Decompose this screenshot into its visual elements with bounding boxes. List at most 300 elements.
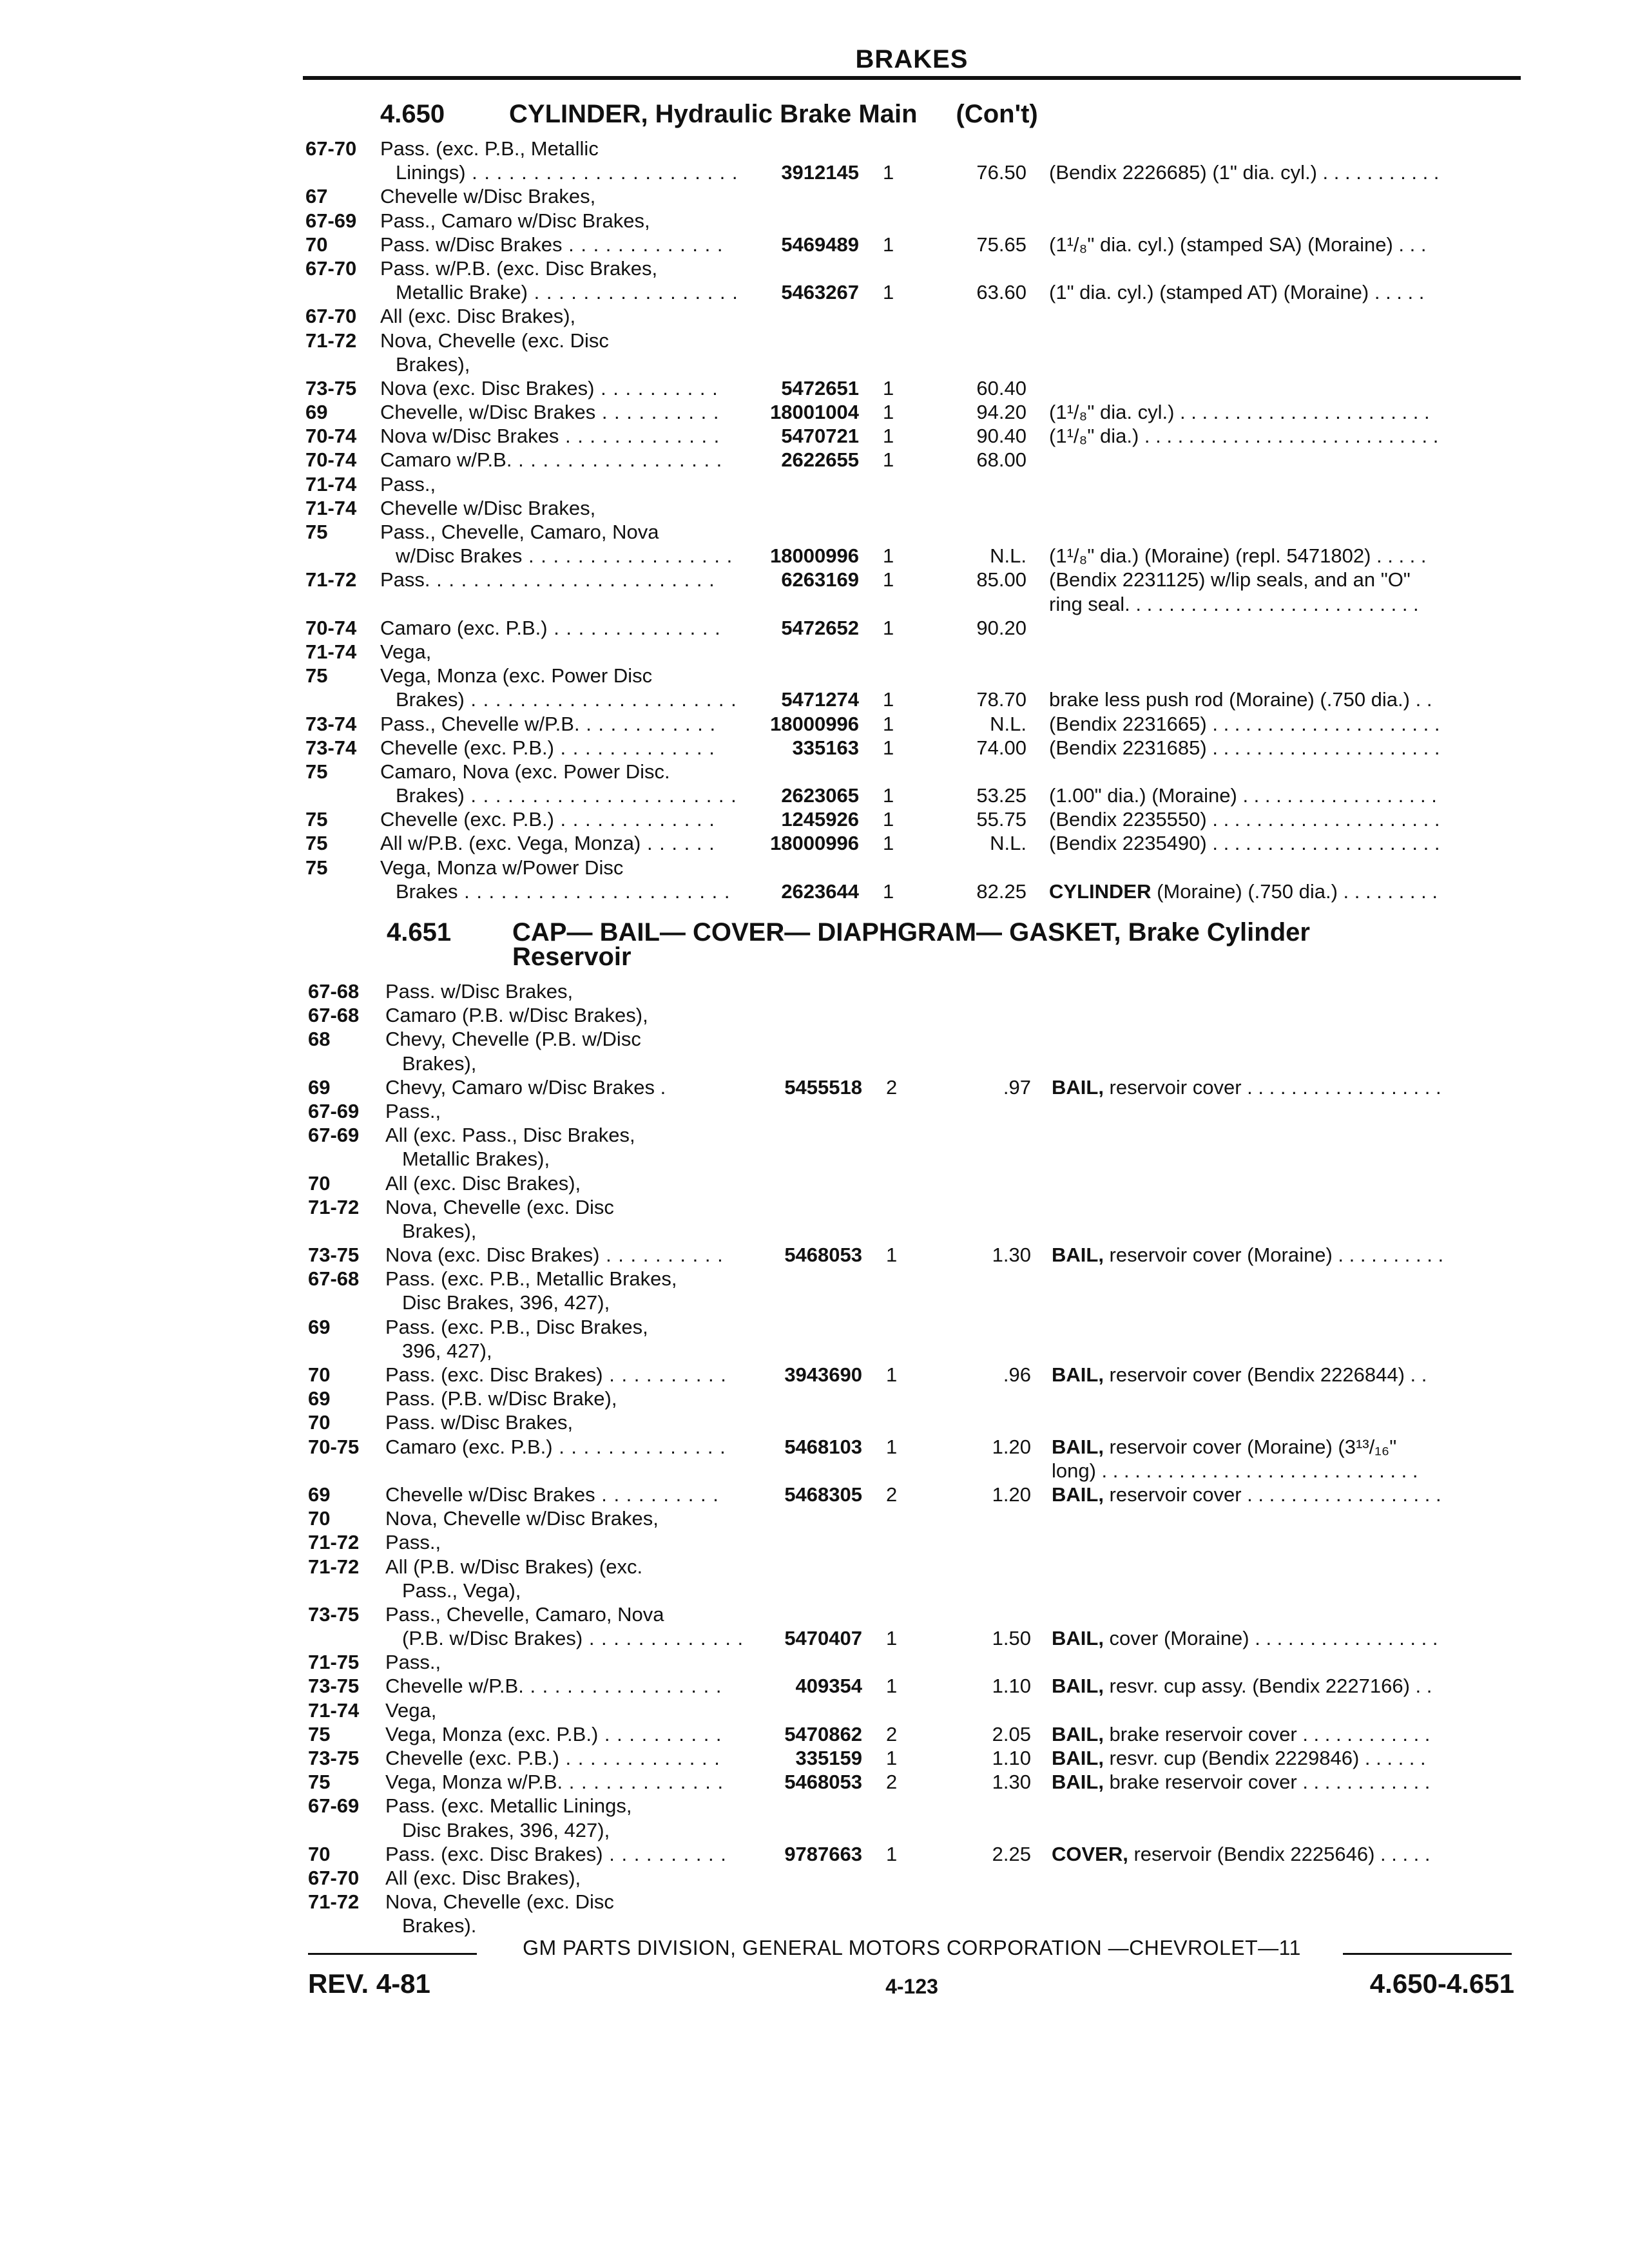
table-row: [0, 1842, 1629, 1866]
quantity: 1: [883, 879, 894, 903]
remarks-text: long) . . . . . . . . . . . . . . . . . . . . . . . . . . . . .: [1052, 1459, 1418, 1482]
table-row: [0, 184, 1629, 208]
remarks-text: reservoir cover . . . . . . . . . . . . . . . . . .: [1103, 1075, 1441, 1099]
year-range: 70: [305, 233, 328, 256]
table-row: [0, 1506, 1629, 1530]
price: N.L.: [990, 832, 1027, 855]
application-description: Pass. (exc. P.B., Metallic Brakes,: [385, 1267, 677, 1291]
table-row: [0, 1794, 1629, 1818]
remarks-text: (Bendix 2231665) . . . . . . . . . . . . . . . . . . . . .: [1049, 712, 1440, 735]
remarks-text: (Bendix 2226685) (1" dia. cyl.) . . . . . . . . . . .: [1049, 161, 1440, 184]
price: 1.10: [992, 1747, 1031, 1769]
table-row: [0, 856, 1629, 879]
table-row: [0, 1818, 1629, 1842]
table-row: [0, 448, 1629, 472]
remarks-keyword: BAIL,: [1052, 1363, 1104, 1386]
year-range: 67-70: [308, 1866, 360, 1889]
price: 75.65: [976, 233, 1027, 256]
part-number: 18000996: [770, 544, 859, 568]
remarks: [1052, 1435, 1516, 1459]
remarks-keyword: BAIL,: [1052, 1435, 1104, 1458]
application-description: Chevelle w/P.B. . . .: [385, 1674, 727, 1698]
price: 94.20: [976, 401, 1027, 424]
table-row: [0, 233, 1629, 256]
section-4651-title: [387, 920, 1310, 969]
remarks-text: (Bendix 2235490) . . . . . . . . . . . . . . . . . . . . .: [1049, 832, 1440, 855]
remarks-text: brake reservoir cover . . . . . . . . . . . .: [1103, 1722, 1431, 1745]
application-description: Pass., Chevelle, Camaro, Nova: [380, 521, 659, 543]
remarks: [1049, 160, 1513, 184]
price: 1.20: [992, 1483, 1031, 1506]
remarks-text: reservoir cover (Moraine) . . . . . . . . . .: [1103, 1244, 1444, 1267]
part-number: 3943690: [784, 1363, 862, 1386]
quantity: 1: [883, 688, 894, 711]
year-range: 67-70: [305, 256, 357, 280]
remarks-keyword: BAIL,: [1052, 1627, 1104, 1650]
remarks-keyword: CYLINDER: [1049, 879, 1152, 903]
application-description: Disc Brakes, 396, 427),: [402, 1291, 610, 1314]
year-range: 71-75: [308, 1651, 360, 1674]
table-row: [0, 544, 1629, 568]
part-number: 5472652: [781, 616, 859, 639]
table-row: [0, 1410, 1629, 1434]
application-description: Camaro (exc. P.B.) . . .: [385, 1435, 727, 1459]
year-range: 73-75: [305, 376, 357, 399]
table-row: [0, 496, 1629, 520]
table-row: [0, 1147, 1629, 1171]
application-description: Nova (exc. Disc Brakes) . . .: [380, 376, 722, 400]
part-number: 9787663: [784, 1842, 862, 1865]
price: 68.00: [976, 448, 1027, 472]
quantity: 1: [883, 448, 894, 472]
year-range: 70-74: [305, 425, 357, 448]
application-description: Nova, Chevelle (exc. Disc: [385, 1890, 614, 1914]
table-row: [0, 1602, 1629, 1626]
price: 74.00: [976, 736, 1027, 759]
quantity: 1: [883, 736, 894, 759]
application-description: Pass.,: [385, 1099, 441, 1122]
price: 82.25: [976, 879, 1027, 903]
table-row: [0, 1746, 1629, 1770]
application-description: Camaro (exc. P.B.) . . .: [380, 616, 722, 640]
table-row: [0, 1243, 1629, 1267]
application-description: Pass. w/Disc Brakes,: [385, 980, 574, 1003]
part-number: 5468305: [784, 1483, 862, 1506]
year-range: 69: [308, 1483, 331, 1506]
remarks-keyword: BAIL,: [1052, 1675, 1104, 1698]
year-range: 71-72: [308, 1555, 360, 1578]
remarks-text: (1¹/₈" dia.) (Moraine) (repl. 5471802) . . . . .: [1049, 544, 1427, 568]
part-number: 5472651: [781, 376, 859, 399]
section-heading: CYLINDER, Hydraulic Brake Main: [509, 100, 918, 128]
remarks: [1052, 1363, 1516, 1387]
table-row: [0, 472, 1629, 496]
part-number: 18000996: [770, 832, 859, 855]
price: 76.50: [976, 161, 1027, 184]
table-row: [0, 1219, 1629, 1243]
part-number: 5469489: [781, 233, 859, 256]
quantity: 1: [883, 233, 894, 256]
application-description: Pass. (P.B. w/Disc Brake),: [385, 1387, 617, 1410]
year-range: 75: [305, 856, 328, 879]
application-description: Camaro (P.B. w/Disc Brakes),: [385, 1004, 648, 1027]
remarks: [1049, 831, 1513, 855]
page-number: 4-123: [885, 1975, 938, 1998]
remarks-keyword: BAIL,: [1052, 1722, 1104, 1745]
application-description: Chevelle (exc. P.B.) . . .: [385, 1746, 727, 1770]
remarks: [1049, 568, 1513, 591]
section-number: 4.650: [380, 100, 445, 128]
quantity: 1: [886, 1627, 898, 1650]
year-range: 71-72: [308, 1890, 360, 1914]
part-number: 5468053: [784, 1771, 862, 1794]
remarks-keyword: COVER,: [1052, 1842, 1128, 1865]
price: 90.20: [976, 616, 1027, 639]
application-description: Nova (exc. Disc Brakes) . . .: [385, 1243, 727, 1267]
application-description: Pass., Vega),: [402, 1579, 521, 1602]
year-range: 67-69: [305, 209, 357, 232]
application-description: Disc Brakes, 396, 427),: [402, 1818, 610, 1841]
quantity: 1: [886, 1675, 898, 1698]
table-row: [0, 304, 1629, 328]
remarks-text: (1¹/₈" dia. cyl.) . . . . . . . . . . . . . . . . . . . . . . .: [1049, 401, 1430, 424]
year-range: 69: [308, 1075, 331, 1099]
remarks-text: reservoir cover (Moraine) (3¹³/₁₆": [1103, 1435, 1397, 1458]
price: 2.05: [992, 1722, 1031, 1745]
table-row: [0, 1579, 1629, 1602]
page-title: BRAKES: [855, 45, 969, 73]
application-description: Chevelle (exc. P.B.) . . .: [380, 736, 722, 760]
table-row: [0, 376, 1629, 400]
footer-division-text: GM PARTS DIVISION, GENERAL MOTORS CORPORATION —CHEVROLET—11: [523, 1936, 1301, 1959]
application-description: Chevelle w/Disc Brakes . . .: [385, 1483, 727, 1506]
table-row: [0, 1339, 1629, 1363]
price: 1.30: [992, 1771, 1031, 1794]
part-number: 2622655: [781, 448, 859, 472]
price: 55.75: [976, 808, 1027, 831]
application-description: Pass. (exc. Metallic Linings,: [385, 1794, 632, 1818]
table-row: [0, 1435, 1629, 1459]
year-range: 70: [308, 1363, 331, 1386]
application-description: All (exc. Disc Brakes),: [380, 305, 576, 328]
year-range: 71-74: [305, 496, 357, 519]
application-description: Nova w/Disc Brakes . . .: [380, 424, 722, 448]
application-description: All (exc. Disc Brakes),: [385, 1866, 581, 1889]
year-range: 67-70: [305, 305, 357, 328]
remarks: [1049, 424, 1513, 448]
application-description: Pass., Chevelle w/P.B. . . .: [380, 712, 722, 736]
table-row: [0, 1291, 1629, 1314]
year-range: 67-68: [308, 1267, 360, 1291]
table-row: [0, 1698, 1629, 1722]
table-row: [0, 1483, 1629, 1506]
remarks: [1052, 1075, 1516, 1099]
application-description: Brakes) . . .: [396, 687, 737, 711]
quantity: 2: [886, 1722, 898, 1745]
application-description: Pass.,: [385, 1651, 441, 1674]
table-row: [0, 807, 1629, 831]
year-range: 71-74: [305, 472, 357, 495]
year-range: 67-69: [308, 1124, 360, 1147]
table-row: [0, 1770, 1629, 1794]
price: 53.25: [976, 784, 1027, 807]
application-description: Pass. w/Disc Brakes . . .: [380, 233, 722, 256]
application-description: Brakes).: [402, 1914, 477, 1937]
year-range: 73-74: [305, 712, 357, 735]
table-row: [0, 1099, 1629, 1123]
remarks-text: reservoir cover (Bendix 2226844) . .: [1103, 1363, 1427, 1386]
application-description: All w/P.B. (exc. Vega, Monza) . . .: [380, 831, 722, 855]
price: 2.25: [992, 1842, 1031, 1865]
year-range: 70-74: [305, 616, 357, 639]
application-description: Pass. w/Disc Brakes,: [385, 1411, 574, 1434]
application-description: Chevy, Chevelle (P.B. w/Disc: [385, 1028, 641, 1051]
table-row: [0, 592, 1629, 616]
application-description: Chevelle, w/Disc Brakes . . .: [380, 400, 722, 424]
quantity: 1: [886, 1842, 898, 1865]
year-range: 73-74: [305, 736, 357, 759]
price: 1.10: [992, 1675, 1031, 1698]
application-description: Brakes),: [402, 1219, 477, 1242]
part-number: 6263169: [781, 568, 859, 591]
application-description: Camaro w/P.B. . . .: [380, 448, 722, 472]
section-heading: CAP— BAIL— COVER— DIAPHGRAM— GASKET, Brake Cylinder: [512, 918, 1310, 947]
application-description: Brakes),: [396, 352, 470, 376]
part-number: 18001004: [770, 401, 859, 424]
table-row: [0, 1363, 1629, 1387]
table-row: [0, 352, 1629, 376]
part-number: 18000996: [770, 712, 859, 735]
application-description: 396, 427),: [402, 1339, 492, 1362]
quantity: 1: [883, 425, 894, 448]
part-number: 5470721: [781, 425, 859, 448]
year-range: 70: [308, 1507, 331, 1530]
remarks: [1049, 544, 1513, 568]
remarks: [1052, 1626, 1516, 1650]
year-range: 73-75: [308, 1747, 360, 1769]
remarks: [1049, 879, 1513, 903]
table-row: [0, 1171, 1629, 1195]
year-range: 75: [305, 521, 328, 543]
quantity: 1: [883, 568, 894, 591]
application-description: Pass., Camaro w/Disc Brakes,: [380, 209, 650, 232]
section-range: 4.650-4.651: [1369, 1968, 1514, 1999]
remarks-text: (Bendix 2235550) . . . . . . . . . . . . . . . . . . . . .: [1049, 808, 1440, 831]
table-row: [0, 1650, 1629, 1674]
application-description: Vega, Monza (exc. P.B.) . . .: [385, 1722, 727, 1746]
remarks-text: reservoir cover . . . . . . . . . . . . . . . . . .: [1103, 1483, 1441, 1506]
remarks-text: (1" dia. cyl.) (stamped AT) (Moraine) . . . . .: [1049, 281, 1425, 304]
part-number: 335159: [795, 1747, 862, 1769]
application-description: Chevelle (exc. P.B.) . . .: [380, 807, 722, 831]
part-number: 5468053: [784, 1244, 862, 1267]
application-description: Vega, Monza w/Power Disc: [380, 856, 624, 879]
year-range: 71-72: [305, 568, 357, 591]
year-range: 70-74: [305, 448, 357, 472]
remarks-text: brake less push rod (Moraine) (.750 dia.) . .: [1049, 688, 1432, 711]
remarks: [1052, 1243, 1516, 1267]
table-row: [0, 783, 1629, 807]
remarks-text: resvr. cup (Bendix 2229846) . . . . . .: [1103, 1747, 1426, 1769]
application-description: Brakes . . .: [396, 879, 737, 903]
remarks-keyword: BAIL,: [1052, 1244, 1104, 1267]
section-4651-table: [0, 979, 1629, 1938]
quantity: 1: [883, 784, 894, 807]
part-number: 5471274: [781, 688, 859, 711]
remarks: [1049, 233, 1513, 256]
year-range: 71-72: [305, 329, 357, 352]
header-rule: [303, 76, 1521, 80]
remarks-keyword: BAIL,: [1052, 1483, 1104, 1506]
table-row: [0, 256, 1629, 280]
remarks-keyword: BAIL,: [1052, 1747, 1104, 1769]
application-description: Brakes),: [402, 1052, 477, 1075]
footer-meta: [303, 1968, 1521, 2007]
remarks-text: (1¹/₈" dia.) . . . . . . . . . . . . . . . . . . . . . . . . . . .: [1049, 425, 1439, 448]
application-description: Pass. (exc. P.B., Metallic: [380, 137, 599, 160]
table-row: [0, 1123, 1629, 1147]
table-row: [0, 568, 1629, 591]
quantity: 1: [883, 832, 894, 855]
application-description: Pass. (exc. Disc Brakes) . . .: [385, 1842, 727, 1866]
remarks: [1052, 1746, 1516, 1770]
remarks-text: cover (Moraine) . . . . . . . . . . . . . . . . .: [1103, 1627, 1438, 1650]
year-range: 70: [308, 1411, 331, 1434]
table-row: [0, 1459, 1629, 1483]
table-row: [0, 687, 1629, 711]
table-row: [0, 1530, 1629, 1554]
price: 63.60: [976, 281, 1027, 304]
remarks: [1049, 400, 1513, 424]
application-description: All (P.B. w/Disc Brakes) (exc.: [385, 1555, 643, 1578]
section-number: 4.651: [387, 918, 452, 947]
remarks: [1049, 687, 1513, 711]
application-description: Pass. (exc. P.B., Disc Brakes,: [385, 1315, 648, 1338]
remarks-text: brake reservoir cover . . . . . . . . . . . .: [1103, 1771, 1431, 1794]
remarks-keyword: BAIL,: [1052, 1075, 1104, 1099]
price: .97: [1003, 1075, 1031, 1099]
table-row: [0, 1555, 1629, 1579]
remarks: [1049, 712, 1513, 736]
part-number: 5468103: [784, 1435, 862, 1458]
table-row: [0, 1195, 1629, 1219]
part-number: 2623065: [781, 784, 859, 807]
year-range: 68: [308, 1028, 331, 1051]
year-range: 67-69: [308, 1099, 360, 1122]
table-row: [0, 280, 1629, 304]
price: 90.40: [976, 425, 1027, 448]
price: 1.30: [992, 1244, 1031, 1267]
table-row: [0, 1722, 1629, 1746]
quantity: 1: [886, 1747, 898, 1769]
table-row: [0, 1052, 1629, 1075]
application-description: Nova, Chevelle w/Disc Brakes,: [385, 1507, 659, 1530]
footer-rule-right: [1343, 1953, 1512, 1955]
table-row: [0, 640, 1629, 664]
table-row: [0, 616, 1629, 640]
application-description: Pass. (exc. Disc Brakes) . . .: [385, 1363, 727, 1387]
continued-label: (Con't): [956, 100, 1038, 128]
quantity: 2: [886, 1771, 898, 1794]
part-number: 335163: [792, 736, 859, 759]
section-heading-line2: Reservoir: [512, 943, 631, 971]
table-row: [0, 1387, 1629, 1410]
application-description: Chevelle w/Disc Brakes,: [380, 185, 596, 208]
application-description: Vega,: [380, 640, 432, 663]
year-range: 70: [308, 1842, 331, 1865]
price: 1.20: [992, 1435, 1031, 1458]
table-row: [0, 1914, 1629, 1937]
table-row: [0, 520, 1629, 544]
application-description: Linings) . . .: [396, 160, 737, 184]
price: 78.70: [976, 688, 1027, 711]
price: 1.50: [992, 1627, 1031, 1650]
part-number: 2623644: [781, 879, 859, 903]
part-number: 1245926: [781, 808, 859, 831]
part-number: 5455518: [784, 1075, 862, 1099]
quantity: 2: [886, 1075, 898, 1099]
year-range: 71-74: [305, 640, 357, 663]
table-row: [0, 1267, 1629, 1291]
remarks: [1049, 280, 1513, 304]
table-row: [0, 979, 1629, 1003]
remarks: [1052, 1770, 1516, 1794]
year-range: 75: [305, 664, 328, 687]
application-description: Chevy, Camaro w/Disc Brakes .: [385, 1075, 666, 1099]
year-range: 75: [308, 1722, 331, 1745]
remarks: [1052, 1842, 1516, 1866]
table-row: [0, 160, 1629, 184]
price: N.L.: [990, 712, 1027, 735]
application-description: All (exc. Disc Brakes),: [385, 1171, 581, 1195]
application-description: Pass. w/P.B. (exc. Disc Brakes,: [380, 256, 658, 280]
table-row: [0, 879, 1629, 903]
remarks-text: (Bendix 2231685) . . . . . . . . . . . . . . . . . . . . .: [1049, 736, 1440, 759]
price: N.L.: [990, 544, 1027, 568]
section-4650-title: [380, 101, 1038, 127]
table-row: [0, 1027, 1629, 1051]
year-range: 70: [308, 1171, 331, 1195]
application-description: (P.B. w/Disc Brakes) . . .: [402, 1626, 744, 1650]
remarks-text: ring seal. . . . . . . . . . . . . . . . . . . . . . . . . . .: [1049, 592, 1419, 615]
year-range: 75: [305, 832, 328, 855]
quantity: 2: [886, 1483, 898, 1506]
quantity: 1: [886, 1435, 898, 1458]
year-range: 73-75: [308, 1244, 360, 1267]
part-number: 5463267: [781, 281, 859, 304]
table-row: [0, 137, 1629, 160]
year-range: 75: [305, 760, 328, 783]
remarks-text: (1¹/₈" dia. cyl.) (stamped SA) (Moraine) . . .: [1049, 233, 1427, 256]
table-row: [0, 712, 1629, 736]
price: 60.40: [976, 376, 1027, 399]
price: .96: [1003, 1363, 1031, 1386]
application-description: Vega,: [385, 1698, 437, 1722]
table-row: [0, 424, 1629, 448]
table-row: [0, 1674, 1629, 1698]
year-range: 67-70: [305, 137, 357, 160]
quantity: 1: [886, 1244, 898, 1267]
table-row: [0, 664, 1629, 687]
table-row: [0, 400, 1629, 424]
application-description: Vega, Monza w/P.B. . . .: [385, 1770, 727, 1794]
application-description: Chevelle w/Disc Brakes,: [380, 496, 596, 519]
table-row: [0, 1315, 1629, 1339]
part-number: 409354: [795, 1675, 862, 1698]
quantity: 1: [883, 712, 894, 735]
quantity: 1: [883, 808, 894, 831]
year-range: 67: [305, 185, 328, 208]
